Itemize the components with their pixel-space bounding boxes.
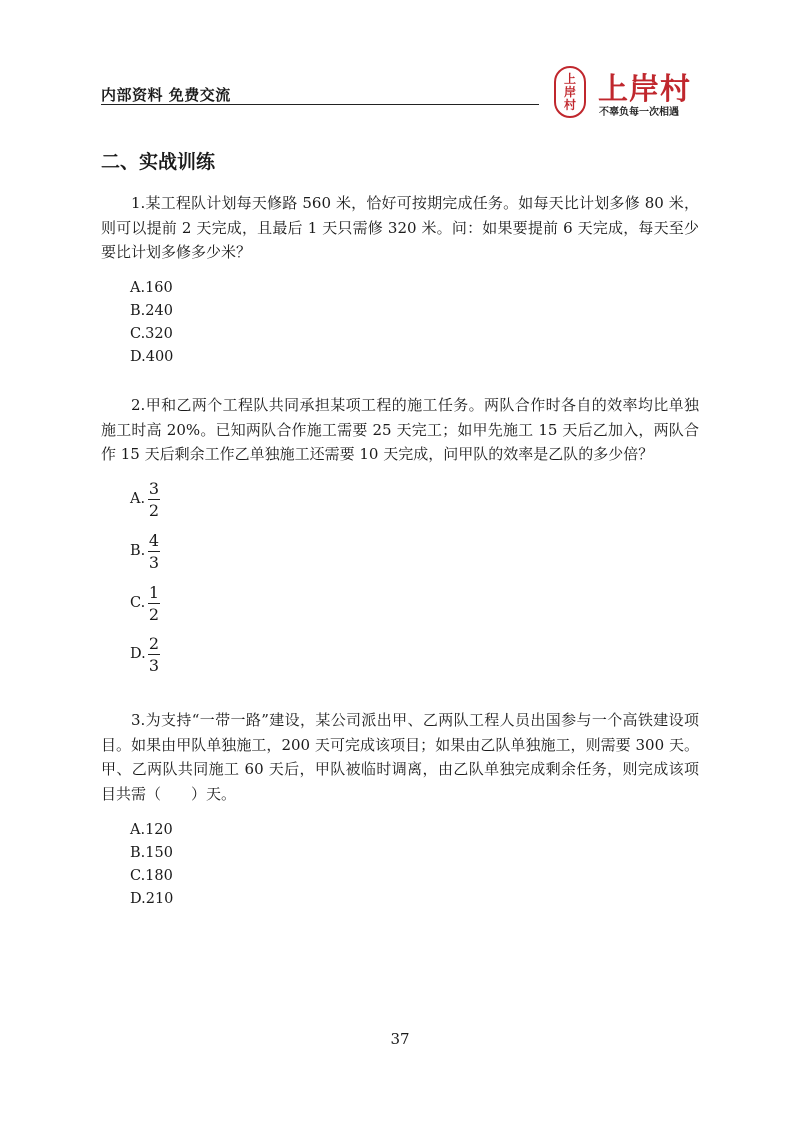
option-label: C.	[130, 595, 146, 611]
fraction	[147, 635, 161, 675]
logo-slogan: 不辜负每一次相遇	[599, 107, 679, 118]
fraction	[147, 480, 161, 520]
fraction-bar	[148, 654, 160, 655]
numerator: 4	[148, 531, 160, 550]
denominator: 2	[148, 501, 160, 520]
denominator: 3	[148, 656, 160, 675]
numerator: 3	[148, 479, 160, 498]
fraction-bar	[148, 603, 160, 604]
logo-seal-icon: 上 岸 村	[554, 66, 586, 118]
option-b: B.240	[130, 303, 173, 319]
option-d: D.400	[130, 349, 174, 365]
question-2-text: 2.甲和乙两个工程队共同承担某项工程的施工任务。两队合作时各自的效率均比单独施工时高 20%。已知两队合作施工需要 25 天完工；如甲先施工 15 天后乙加入，两队合作 15 天后剩余工作乙单独施工还需要 10 天完成，问甲队的效率是乙队的多少倍？	[101, 396, 699, 463]
option-c: C.180	[130, 868, 173, 884]
question-1-text: 1.某工程队计划每天修路 560 米，恰好可按期完成任务。如每天比计划多修 80 米，则可以提前 2 天完成，且最后 1 天只需修 320 米。问：如果要提前 6 天完成，每天至少要比计划多修多少米？	[101, 194, 699, 261]
section-title: 二、实战训练	[101, 151, 216, 173]
option-b: B.150	[130, 845, 173, 861]
option-a: A.120	[130, 822, 173, 838]
option-label: D.	[130, 646, 146, 662]
page-number: 37	[390, 1030, 410, 1048]
numerator: 2	[148, 634, 160, 653]
fraction-bar	[148, 551, 160, 552]
fraction-bar	[148, 499, 160, 500]
question-3-options	[130, 819, 173, 911]
denominator: 2	[148, 605, 160, 624]
logo-name: 上岸村	[598, 72, 691, 107]
header-text: 内部资料 免费交流	[101, 86, 231, 104]
numerator: 1	[148, 583, 160, 602]
fraction	[147, 584, 161, 624]
fraction	[147, 532, 161, 572]
option-d: D.210	[130, 891, 174, 907]
option-label: B.	[130, 543, 146, 559]
option-c: C.320	[130, 326, 173, 342]
header-divider	[101, 104, 539, 105]
option-a: A.160	[130, 280, 173, 296]
option-label: A.	[130, 491, 146, 507]
question-3-text: 3.为支持“一带一路”建设，某公司派出甲、乙两队工程人员出国参与一个高铁建设项目。如果由甲队单独施工，200 天可完成该项目；如果由乙队单独施工，则需要 300 天。甲、乙两队共同施工 60 天后，甲队被临时调离，由乙队单独完成剩余任务，则完成该项目共需（ ）天。	[101, 711, 699, 803]
denominator: 3	[148, 553, 160, 572]
question-1-options	[130, 277, 173, 369]
